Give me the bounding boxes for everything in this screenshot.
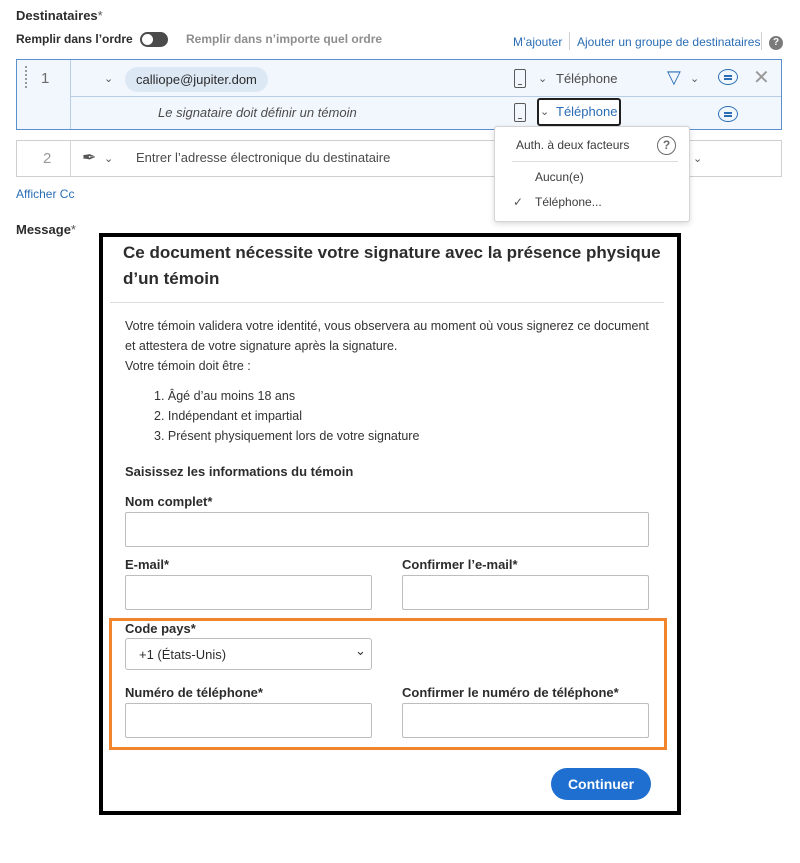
confirm-phone-input[interactable] (402, 703, 649, 738)
requirement-item: 3. Présent physiquement lors de votre signature (154, 429, 420, 443)
message-label: Message* (16, 222, 76, 237)
phone-input[interactable] (125, 703, 372, 738)
recipient-email-input[interactable]: Entrer l’adresse électronique du destinataire (136, 150, 391, 165)
confirm-phone-label: Confirmer le numéro de téléphone* (402, 685, 619, 700)
divider (70, 60, 71, 129)
message-bubble-icon[interactable] (718, 69, 738, 85)
drag-handle-icon[interactable] (25, 66, 27, 88)
divider (569, 32, 570, 50)
pen-icon[interactable]: ✒ (82, 148, 97, 167)
divider (110, 302, 664, 303)
divider (761, 32, 762, 50)
dropdown-item-phone[interactable]: Téléphone... (535, 195, 602, 209)
divider (70, 96, 781, 97)
full-name-input[interactable] (125, 512, 649, 547)
checkmark-icon: ✓ (513, 195, 524, 209)
fill-in-order-label: Remplir dans l’ordre (16, 32, 133, 46)
phone-label: Numéro de téléphone* (125, 685, 263, 700)
close-icon[interactable]: ✕ (753, 67, 770, 89)
divider (512, 161, 678, 162)
witness-auth-label[interactable]: Téléphone (556, 104, 618, 119)
recipient-number: 1 (41, 70, 50, 87)
witness-info-title: Saisissez les informations du témoin (125, 464, 354, 479)
recipient-number: 2 (43, 150, 52, 167)
dropdown-title: Auth. à deux facteurs (516, 138, 630, 152)
continue-button[interactable]: Continuer (551, 768, 651, 800)
divider (70, 141, 71, 176)
toggle-knob (142, 34, 153, 45)
help-icon[interactable]: ? (769, 36, 783, 50)
requirement-item: 1. Âgé d’au moins 18 ans (154, 389, 296, 403)
role-filter-icon[interactable]: ▽ (667, 67, 681, 87)
phone-icon (514, 69, 526, 88)
requirement-item: 2. Indépendant et impartial (154, 409, 303, 423)
dropdown-item-none[interactable]: Aucun(e) (535, 170, 584, 184)
full-name-label: Nom complet* (125, 494, 213, 509)
help-icon[interactable]: ? (657, 136, 676, 155)
chevron-down-icon[interactable]: ⌄ (104, 153, 114, 165)
fill-any-order-label: Remplir dans n’importe quel ordre (186, 32, 383, 46)
email-input[interactable] (125, 575, 372, 610)
chevron-down-icon[interactable]: ⌄ (104, 73, 114, 85)
chevron-down-icon: ⌄ (355, 643, 366, 658)
chevron-down-icon[interactable]: ⌄ (690, 73, 700, 85)
intro-text: Votre témoin doit être : (125, 359, 251, 373)
email-label: E-mail* (125, 557, 170, 572)
witness-requirement-text: Le signataire doit définir un témoin (158, 105, 357, 120)
phone-icon (514, 103, 526, 122)
recipient-email[interactable]: calliope@jupiter.dom (125, 67, 268, 92)
show-cc-link[interactable]: Afficher Cc (16, 187, 75, 201)
country-code-label: Code pays* (125, 621, 196, 636)
auth-method-label[interactable]: Téléphone (556, 71, 618, 86)
dialog-title: Ce document nécessite votre signature avec la présence physique d’un témoin (123, 243, 661, 288)
intro-text: Votre témoin validera votre identité, vous observera au moment où vous signerez ce document (125, 319, 649, 333)
add-group-link[interactable]: Ajouter un groupe de destinataires (577, 35, 761, 49)
message-bubble-icon[interactable] (718, 106, 738, 122)
chevron-down-icon: ⌄ (540, 106, 550, 118)
recipients-title: Destinataires* (16, 8, 103, 23)
confirm-email-label: Confirmer l’e-mail* (402, 557, 518, 572)
intro-text: et attestera de votre signature après la signature. (125, 339, 398, 353)
confirm-email-input[interactable] (402, 575, 649, 610)
add-me-link[interactable]: M’ajouter (513, 35, 563, 49)
chevron-down-icon[interactable]: ⌄ (538, 73, 548, 85)
chevron-down-icon[interactable]: ⌄ (693, 153, 703, 165)
country-code-value: +1 (États-Unis) (139, 647, 227, 662)
order-toggle[interactable] (140, 32, 168, 47)
